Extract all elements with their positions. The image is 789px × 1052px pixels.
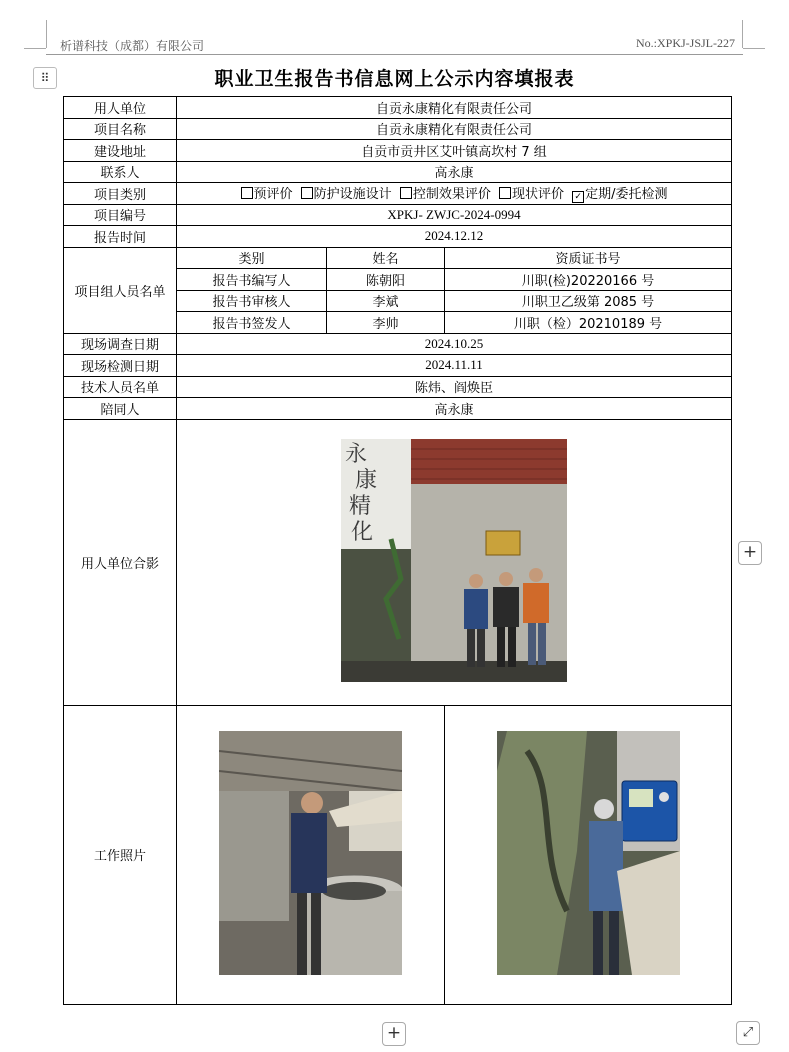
expand-icon[interactable]: ⤢ xyxy=(736,1021,760,1045)
team-role: 报告书编写人 xyxy=(177,269,327,291)
checkbox-unchecked[interactable] xyxy=(301,187,313,199)
option-label: 防护设施设计 xyxy=(313,187,392,203)
option-control-effect[interactable] xyxy=(400,187,491,202)
value-tech-staff: 陈炜、阎焕臣 xyxy=(177,376,732,398)
add-row-button[interactable]: + xyxy=(382,1022,406,1046)
team-name: 陈朝阳 xyxy=(327,269,445,291)
header-divider xyxy=(46,54,743,55)
label-group-photo: 用人单位合影 xyxy=(64,419,177,705)
option-pre-evaluation[interactable] xyxy=(241,187,293,202)
crop-mark xyxy=(742,20,743,48)
value-test-date: 2024.11.11 xyxy=(177,355,732,377)
team-cert: 川职（检）20210189 号 xyxy=(445,312,732,334)
document-title: 职业卫生报告书信息网上公示内容填报表 xyxy=(214,68,575,90)
label-test-date: 现场检测日期 xyxy=(64,355,177,377)
value-address: 自贡市贡井区艾叶镇高坎村 7 组 xyxy=(177,140,732,162)
wall-sign-char: 化 xyxy=(351,519,374,545)
header-company: 析谱科技（成都）有限公司 xyxy=(60,39,205,53)
value-survey-date: 2024.10.25 xyxy=(177,333,732,355)
checkbox-unchecked[interactable] xyxy=(241,187,253,199)
label-project-type: 项目类别 xyxy=(64,183,177,205)
label-employer: 用人单位 xyxy=(64,97,177,119)
group-photo xyxy=(341,439,567,682)
crop-mark xyxy=(24,48,46,49)
value-accompany: 高永康 xyxy=(177,398,732,420)
option-label: 预评价 xyxy=(253,187,293,203)
option-label: 现状评价 xyxy=(511,187,564,203)
label-contact: 联系人 xyxy=(64,161,177,183)
work-photo-cell-left xyxy=(177,705,445,1004)
label-address: 建设地址 xyxy=(64,140,177,162)
work-photo-2 xyxy=(497,731,680,975)
option-periodic-detection[interactable] xyxy=(572,187,667,202)
team-cert: 川职卫乙级第 2085 号 xyxy=(445,290,732,312)
option-protection-design[interactable] xyxy=(301,187,392,202)
label-tech-staff: 技术人员名单 xyxy=(64,376,177,398)
checkbox-unchecked[interactable] xyxy=(499,187,511,199)
team-role: 报告书签发人 xyxy=(177,312,327,334)
team-header-name: 姓名 xyxy=(327,247,445,269)
label-work-photos: 工作照片 xyxy=(64,705,177,1004)
checkbox-checked[interactable]: ✓ xyxy=(572,191,584,203)
group-photo-image xyxy=(341,439,567,682)
value-report-date: 2024.12.12 xyxy=(177,226,732,248)
label-project-no: 项目编号 xyxy=(64,204,177,226)
team-name: 李斌 xyxy=(327,290,445,312)
work-photo-cell-right xyxy=(445,705,732,1004)
wall-sign-char: 永 xyxy=(345,441,368,467)
label-survey-date: 现场调查日期 xyxy=(64,333,177,355)
label-project-name: 项目名称 xyxy=(64,118,177,140)
work-photo-1-image xyxy=(219,731,402,975)
value-employer: 自贡永康精化有限责任公司 xyxy=(177,97,732,119)
work-photo-2-image xyxy=(497,731,680,975)
crop-mark xyxy=(743,48,765,49)
team-header-cert: 资质证书号 xyxy=(445,247,732,269)
value-project-name: 自贡永康精化有限责任公司 xyxy=(177,118,732,140)
team-cert: 川职(检)20220166 号 xyxy=(445,269,732,291)
value-contact: 高永康 xyxy=(177,161,732,183)
team-header-role: 类别 xyxy=(177,247,327,269)
table-drag-handle[interactable]: ⠿ xyxy=(33,67,57,89)
info-table xyxy=(63,96,732,1005)
team-role: 报告书审核人 xyxy=(177,290,327,312)
header-doc-number: No.:XPKJ-JSJL-227 xyxy=(635,36,735,50)
team-name: 李帅 xyxy=(327,312,445,334)
wall-sign-char: 精 xyxy=(349,493,372,519)
group-photo-cell xyxy=(177,419,732,705)
option-status-evaluation[interactable] xyxy=(499,187,564,202)
label-team: 项目组人员名单 xyxy=(64,247,177,333)
add-column-button[interactable]: + xyxy=(738,541,762,565)
value-project-no: XPKJ- ZWJC-2024-0994 xyxy=(177,204,732,226)
label-accompany: 陪同人 xyxy=(64,398,177,420)
label-report-date: 报告时间 xyxy=(64,226,177,248)
checkbox-unchecked[interactable] xyxy=(400,187,412,199)
option-label: 控制效果评价 xyxy=(412,187,491,203)
work-photo-1 xyxy=(219,731,402,975)
option-label: 定期/委托检测 xyxy=(585,187,668,203)
crop-mark xyxy=(46,20,47,48)
wall-sign-char: 康 xyxy=(355,467,378,493)
project-type-options xyxy=(177,183,732,205)
